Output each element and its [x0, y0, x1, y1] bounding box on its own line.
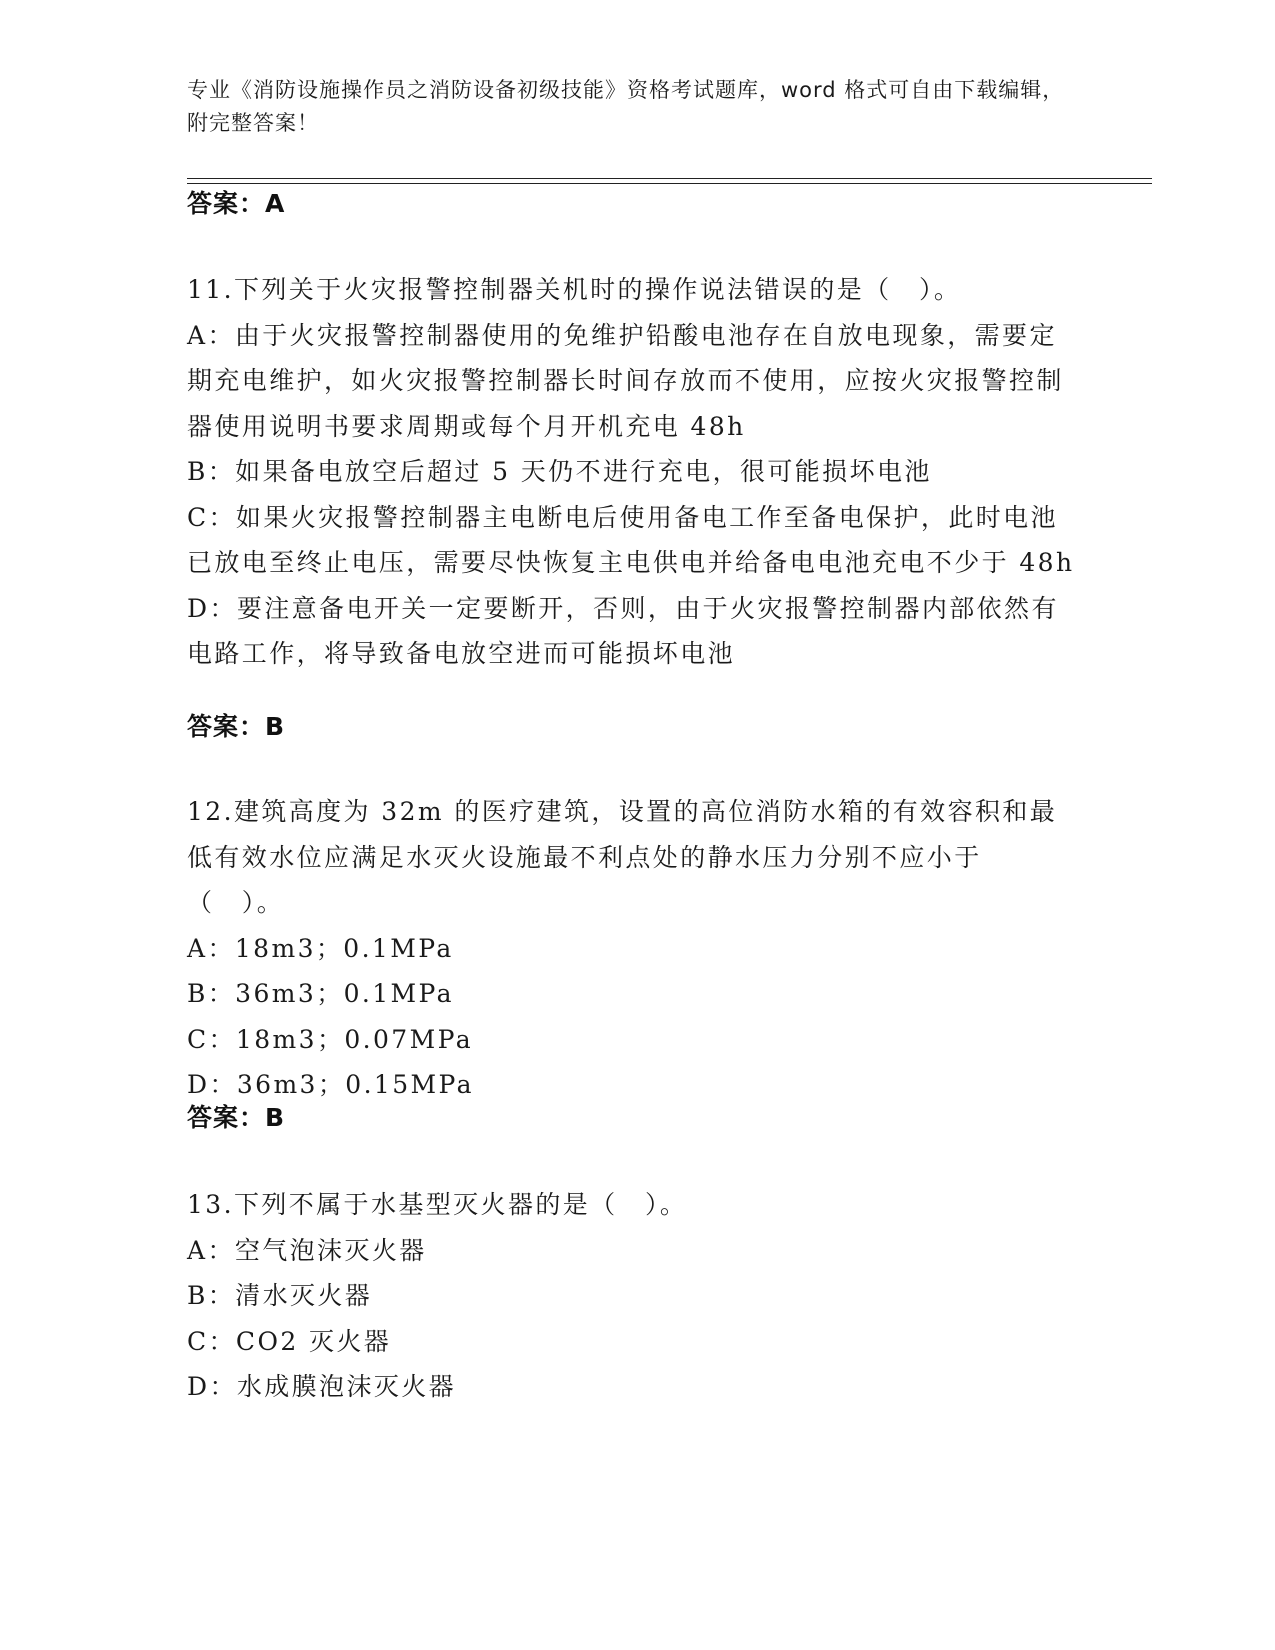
- answer-line-12: 答案：B: [187, 1103, 286, 1132]
- question-12: [187, 789, 1077, 1108]
- option-d: D：水成膜泡沫灭火器: [187, 1372, 457, 1401]
- option-d: D：要注意备电开关一定要断开，否则，由于火灾报警控制器内部依然有电路工作，将导致备电放空进而可能损坏电池: [187, 593, 1059, 668]
- option-c: C：18m3；0.07MPa: [187, 1024, 474, 1054]
- header-divider: [187, 178, 1152, 184]
- question-stem: 11.下列关于火灾报警控制器关机时的操作说法错误的是（ ）。: [187, 275, 962, 304]
- option-a: A：18m3；0.1MPa: [187, 933, 454, 963]
- option-b: B：36m3；0.1MPa: [187, 979, 454, 1008]
- question-11: [187, 267, 1077, 677]
- option-b: B：如果备电放空后超过 5 天仍不进行充电，很可能损坏电池: [187, 457, 932, 486]
- question-stem: 13.下列不属于水基型灭火器的是（ ）。: [187, 1190, 688, 1219]
- option-c: C：CO2 灭火器: [187, 1326, 392, 1356]
- question-stem: 12.建筑高度为 32m 的医疗建筑，设置的高位消防水箱的有效容积和最低有效水位应满足水灭火设施最不利点处的静水压力分别不应小于（ ）。: [187, 797, 1058, 917]
- option-b: B：清水灭火器: [187, 1281, 373, 1310]
- option-d: D：36m3；0.15MPa: [187, 1070, 474, 1099]
- question-13: [187, 1182, 1077, 1410]
- option-a: A：空气泡沫灭火器: [187, 1235, 427, 1265]
- option-a: A：由于火灾报警控制器使用的免维护铅酸电池存在自放电现象，需要定期充电维护，如火灾报警控制器长时间存放而不使用，应按火灾报警控制器使用说明书要求周期或每个月开机充电 48h: [187, 320, 1064, 441]
- page-header: 专业《消防设施操作员之消防设备初级技能》资格考试题库，word 格式可自由下载编辑，附完整答案！: [187, 78, 1065, 135]
- answer-line-10: 答案：A: [187, 189, 286, 218]
- option-c: C：如果火灾报警控制器主电断电后使用备电工作至备电保护，此时电池已放电至终止电压，需要尽快恢复主电供电并给备电电池充电不少于 48h: [187, 502, 1075, 577]
- answer-line-11: 答案：B: [187, 712, 286, 741]
